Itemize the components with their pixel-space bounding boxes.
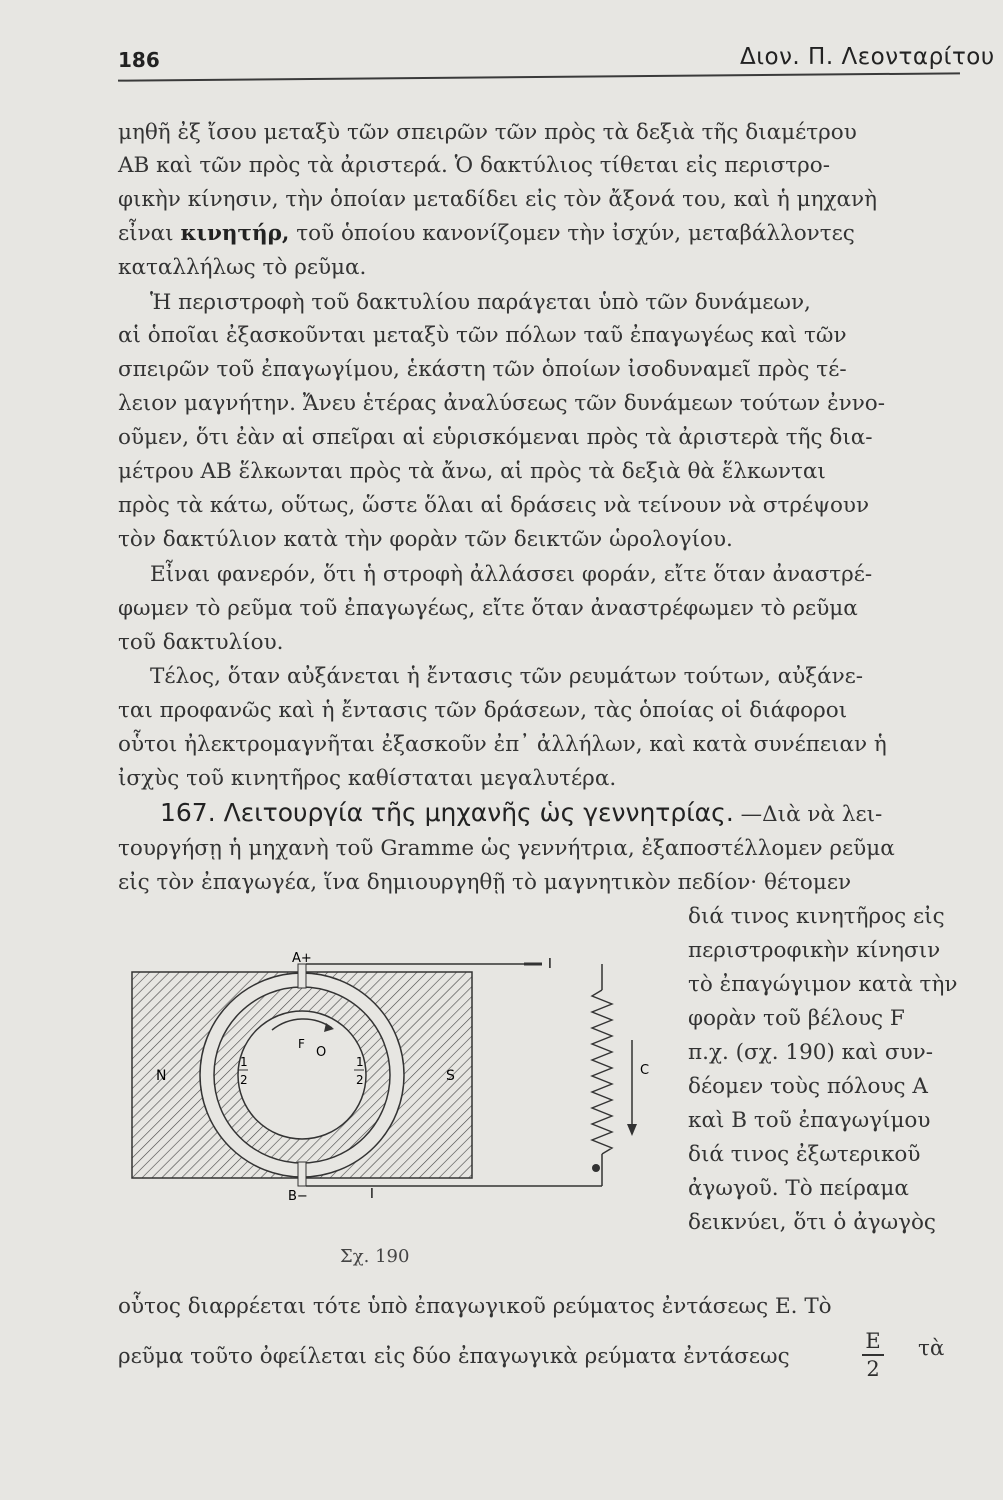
text-line: μέτρου ΑΒ ἕλκωνται πρὸς τὰ ἄνω, αἱ πρὸς τὰ δεξιὰ θὰ ἕλκωνται (118, 459, 826, 484)
label-i-top: I (548, 957, 552, 972)
side-text-line: τὸ ἐπαγώγιμον κατὰ τὴν (688, 972, 958, 997)
text-line: καταλλήλως τὸ ρεῦμα. (118, 255, 367, 280)
text-fragment: —Διὰ νὰ λει- (740, 802, 883, 827)
figure-caption: Σχ. 190 (340, 1246, 410, 1267)
text-line: μηθῆ ἐξ ἴσου μεταξὺ τῶν σπειρῶν τῶν πρὸς τὰ δεξιὰ τῆς διαμέτρου (118, 120, 857, 145)
label-half-left-num: 1 (240, 1055, 248, 1069)
label-n: N (156, 1068, 167, 1084)
running-head: Διον. Π. Λεονταρίτου (740, 44, 995, 70)
section-title: 167. Λειτουργία τῆς μηχανῆς ὡς γεννητρίας. (160, 798, 734, 827)
text-line: τοῦ δακτυλίου. (118, 630, 284, 655)
label-c: C (640, 1063, 650, 1078)
text-line: τουργήσῃ ἡ μηχανὴ τοῦ Gramme ὡς γεννήτρια, ἐξαποστέλλομεν ρεῦμα (118, 836, 895, 861)
text-line (118, 221, 855, 247)
label-s: S (446, 1068, 455, 1084)
text-line: ται προφανῶς καὶ ἡ ἔντασις τῶν δράσεων, τὰς ὁποίας οἱ διάφοροι (118, 698, 848, 723)
text-line: ΑΒ καὶ τῶν πρὸς τὰ ἀριστερά. Ὁ δακτύλιος τίθεται εἰς περιστρο- (118, 153, 831, 178)
text-line: σπειρῶν τοῦ ἐπαγωγίμου, ἑκάστη τῶν ὁποίων ἰσοδυναμεῖ πρὸς τέ- (118, 357, 847, 382)
label-f: F (298, 1037, 305, 1051)
fraction-denominator: 2 (866, 1356, 880, 1381)
side-text-line: καὶ B τοῦ ἐπαγωγίμου (688, 1108, 931, 1133)
fraction (862, 1330, 884, 1380)
label-half-right-den: 2 (356, 1073, 364, 1087)
side-text-line: π.χ. (σχ. 190) καὶ συν- (688, 1040, 933, 1065)
text-line: οὗτος διαρρέεται τότε ὑπὸ ἐπαγωγικοῦ ρεύματος ἐντάσεως E. Τὸ (118, 1294, 832, 1319)
text-line: εἰς τὸν ἐπαγωγέα, ἵνα δημιουργηθῇ τὸ μαγνητικὸν πεδίον· θέτομεν (118, 870, 852, 895)
current-arrowhead (627, 1124, 637, 1136)
text-line: ἰσχὺς τοῦ κινητῆρος καθίσταται μεγαλυτέρα. (118, 766, 617, 791)
label-a: A+ (292, 951, 312, 966)
text-line: Ἡ περιστροφὴ τοῦ δακτυλίου παράγεται ὑπὸ τῶν δυνάμεων, (150, 290, 811, 315)
text-line: οὗτοι ἠλεκτρομαγνῆται ἐξασκοῦν ἐπ᾿ ἀλλήλων, καὶ κατὰ συνέπειαν ἡ (118, 732, 887, 757)
text-fragment: εἶναι (118, 221, 174, 246)
text-line: πρὸς τὰ κάτω, οὕτως, ὥστε ὅλαι αἱ δράσεις νὰ τείνουν νὰ στρέψουν (118, 493, 870, 518)
side-text-line: δέομεν τοὺς πόλους A (688, 1074, 928, 1099)
bold-term: κινητήρ, (180, 221, 290, 246)
gramme-machine-figure (112, 950, 648, 1250)
brush-a (298, 964, 306, 988)
page-number: 186 (118, 48, 160, 72)
label-b: B− (288, 1189, 308, 1204)
side-text-line: περιστροφικὴν κίνησιν (688, 938, 941, 963)
text-line: οῦμεν, ὅτι ἐὰν αἱ σπεῖραι αἱ εὑρισκόμεναι πρὸς τὰ ἀριστερὰ τῆς δια- (118, 425, 873, 450)
text-line: φικὴν κίνησιν, τὴν ὁποίαν μεταδίδει εἰς τὸν ἄξονά του, καὶ ἡ μηχανὴ (118, 187, 877, 212)
terminal (592, 1164, 600, 1172)
label-o: O (316, 1045, 327, 1060)
text-line: Τέλος, ὅταν αὐξάνεται ἡ ἔντασις τῶν ρευμάτων τούτων, αὐξάνε- (150, 664, 864, 689)
side-text-line: διά τινος ἐξωτερικοῦ (688, 1142, 921, 1167)
label-i-bottom: I (370, 1187, 374, 1202)
text-fragment: τοῦ ὁποίου κανονίζομεν τὴν ἰσχύν, μεταβάλλοντες (296, 221, 855, 246)
resistor (592, 990, 612, 1154)
label-half-right-num: 1 (356, 1055, 364, 1069)
side-text-line: δεικνύει, ὅτι ὁ ἀγωγὸς (688, 1210, 936, 1235)
text-line: τὸν δακτύλιον κατὰ τὴν φορὰν τῶν δεικτῶν ὡρολογίου. (118, 527, 733, 552)
header-rule (118, 72, 960, 81)
fraction-bar (862, 1354, 884, 1356)
fraction-numerator: E (865, 1329, 881, 1353)
ring-inner (238, 1011, 366, 1139)
text-line: αἱ ὁποῖαι ἐξασκοῦνται μεταξὺ τῶν πόλων ταῦ ἐπαγωγέως καὶ τῶν (118, 323, 847, 348)
figure-diagram (112, 950, 648, 1250)
text-line: λειον μαγνήτην. Ἄνευ ἑτέρας ἀναλύσεως τῶν δυνάμεων τούτων ἐννο- (118, 391, 885, 416)
label-half-left-den: 2 (240, 1073, 248, 1087)
text-fragment: τὰ (918, 1336, 945, 1361)
brush-b (298, 1162, 306, 1186)
side-text-line: ἀγωγοῦ. Τὸ πείραμα (688, 1176, 909, 1201)
text-line: ρεῦμα τοῦτο ὀφείλεται εἰς δύο ἐπαγωγικὰ ρεύματα ἐντάσεως (118, 1344, 790, 1369)
side-text-line: φορὰν τοῦ βέλους F (688, 1006, 905, 1031)
text-line: φωμεν τὸ ρεῦμα τοῦ ἐπαγωγέως, εἴτε ὅταν ἀναστρέφωμεν τὸ ρεῦμα (118, 596, 858, 621)
section-heading-line (160, 800, 882, 828)
side-text-line: διά τινος κινητῆρος εἰς (688, 904, 945, 929)
text-line: Εἶναι φανερόν, ὅτι ἡ στροφὴ ἀλλάσσει φοράν, εἴτε ὅταν ἀναστρέ- (150, 562, 873, 587)
